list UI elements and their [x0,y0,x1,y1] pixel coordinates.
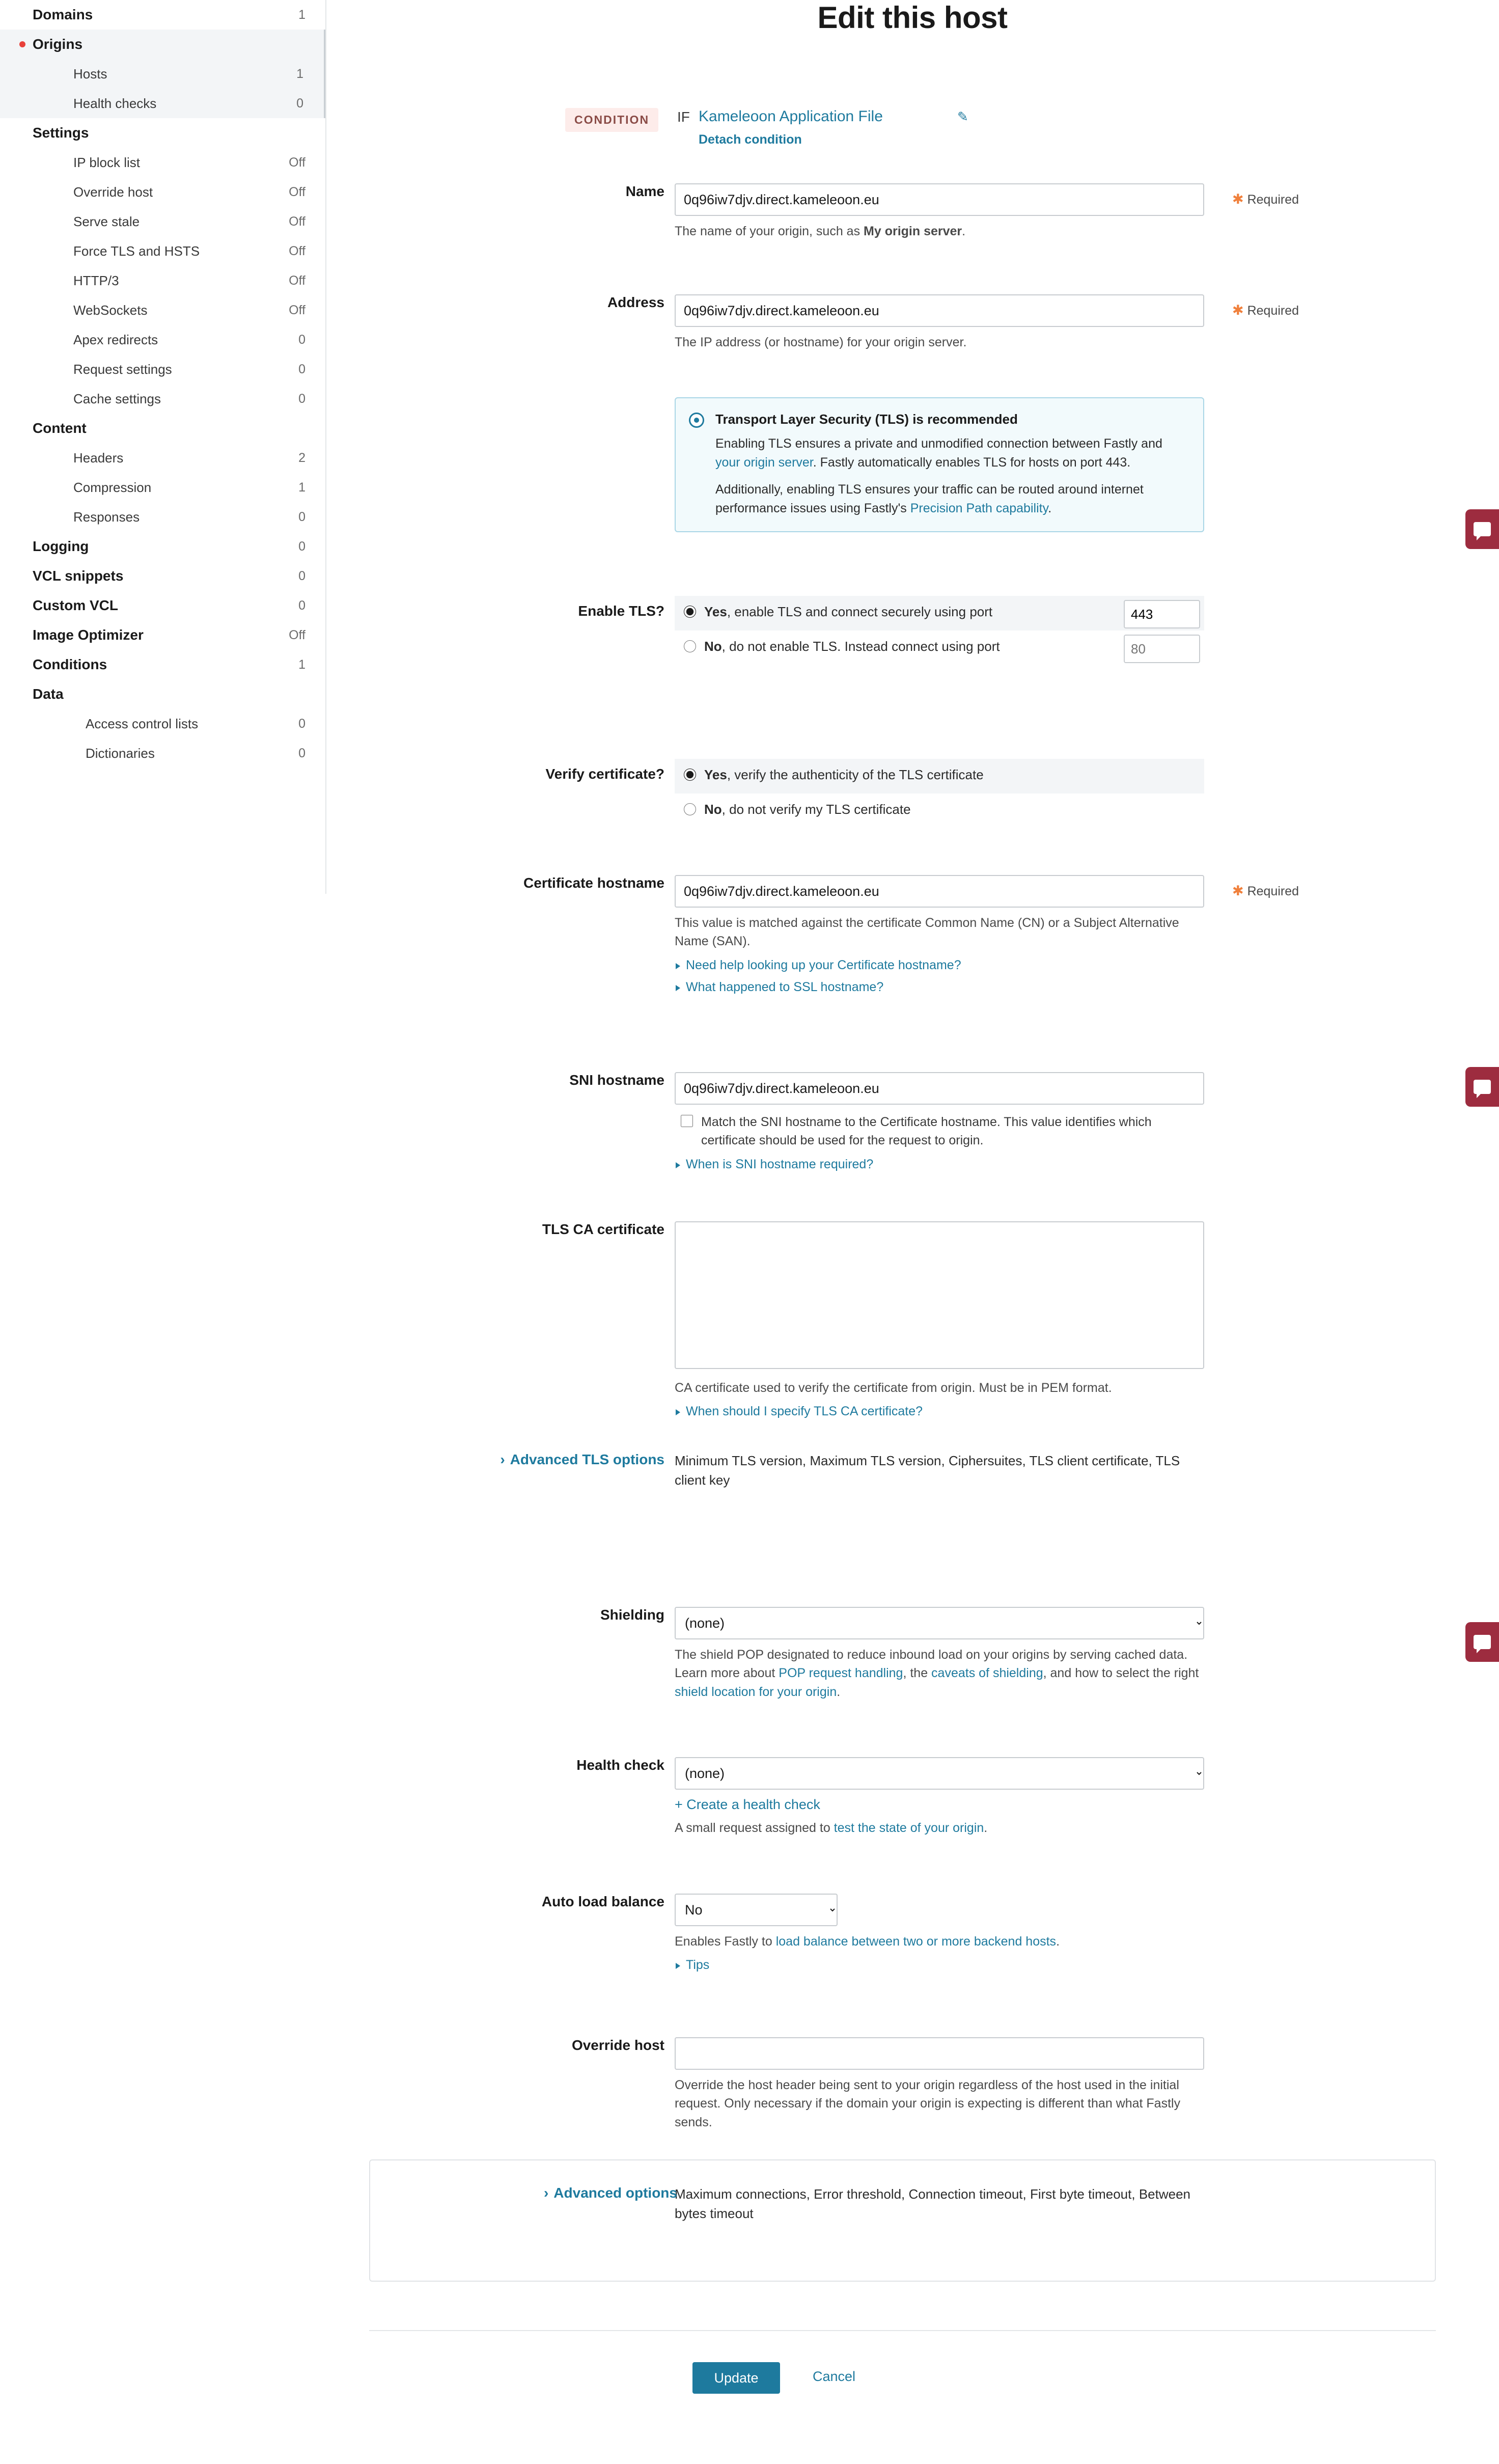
auto-load-balance-row [0,1894,1499,1973]
advanced-options-toggle[interactable]: › Advanced options [543,2185,677,2201]
feedback-icon [1474,1080,1491,1094]
sni-match-checkbox[interactable] [681,1115,693,1127]
name-help: The name of your origin, such as My origin server. [675,224,966,238]
sidebar-item-value: 0 [298,746,306,760]
verify-certificate-label: Verify certificate? [545,766,664,782]
sidebar-item-label: Responses [73,509,140,525]
address-row [0,294,1499,351]
cancel-button[interactable]: Cancel [810,2368,858,2385]
feedback-tab-2[interactable] [1465,1067,1499,1107]
sidebar-item-label: Image Optimizer [33,627,144,643]
shielding-row [0,1607,1499,1701]
sidebar-item-label: VCL snippets [33,568,124,584]
sidebar-item-label: Dictionaries [86,745,155,761]
shielding-label: Shielding [600,1607,664,1623]
create-health-check-link[interactable]: + Create a health check [675,1797,820,1812]
sni-match-checkbox-row[interactable] [675,1113,1204,1150]
name-input[interactable] [675,183,1204,216]
sidebar-item-label: Health checks [73,95,157,111]
tls-callout-title: Transport Layer Security (TLS) is recommended [715,412,1018,427]
auto-load-balance-help: Enables Fastly to load balance between two or more backend hosts. [675,1934,1060,1949]
sidebar-item-label: Cache settings [73,391,161,406]
shielding-select[interactable] [675,1607,1204,1639]
advanced-tls-options-desc: Minimum TLS version, Maximum TLS version, Ciphersuites, TLS client certificate, TLS client key [675,1453,1180,1488]
sidebar-item-domains[interactable] [0,0,326,30]
enable-tls-no-label: No, do not enable TLS. Instead connect using port [704,639,1000,654]
sidebar-item-label: Domains [33,7,93,22]
sidebar-item-request-settings[interactable] [0,354,326,384]
certificate-hostname-required-note: ✱ Required [1232,883,1299,898]
sni-hostname-input[interactable] [675,1072,1204,1105]
shielding-help: The shield POP designated to reduce inbound load on your origins by serving cached data. Learn more about POP request handling, the caveats of shielding, and how to select the right shield location for your origin. [675,1648,1199,1699]
override-host-label: Override host [571,2037,664,2053]
feedback-icon [1474,1635,1491,1649]
sidebar-item-label: Hosts [73,66,107,81]
sidebar-item-label: HTTP/3 [73,272,119,288]
sidebar-item-label: Access control lists [86,716,199,731]
pop-request-handling-link[interactable]: POP request handling [779,1666,903,1681]
auto-load-balance-select[interactable] [675,1894,838,1926]
enable-tls-yes-radio[interactable] [684,606,696,618]
sni-hostname-label: SNI hostname [569,1072,664,1088]
sidebar-item-value: 0 [298,539,306,554]
shield-location-link[interactable]: shield location for your origin [675,1684,837,1699]
address-help: The IP address (or hostname) for your origin server. [675,335,967,349]
advanced-options-desc: Maximum connections, Error threshold, Connection timeout, First byte timeout, Between bytes timeout [675,2186,1190,2221]
precision-path-link[interactable]: Precision Path capability [910,501,1048,515]
sidebar-item-value: 0 [298,509,306,524]
name-row [0,183,1499,240]
sidebar-item-value: Off [289,184,306,199]
enable-tls-label: Enable TLS? [578,603,664,619]
verify-cert-no-option[interactable] [675,793,1204,828]
address-input[interactable] [675,294,1204,327]
sidebar-item-value: 0 [298,716,306,731]
sidebar-item-label: Headers [73,450,124,466]
condition-if-label: IF [677,109,690,125]
tls-ca-help: CA certificate used to verify the certificate from origin. Must be in PEM format. [675,1381,1112,1395]
health-check-row [0,1757,1499,1837]
sidebar-item-label: Override host [73,184,153,200]
required-star-icon: ✱ [1232,191,1244,207]
sidebar-item-force-tls-and-hsts[interactable] [0,236,326,266]
tls-ca-certificate-textarea[interactable] [675,1221,1204,1369]
certificate-hostname-row [0,875,1499,995]
update-button[interactable]: Update [692,2362,780,2394]
sni-help-link-1[interactable]: When is SNI hostname required? [675,1157,1204,1172]
main-content [326,0,1499,35]
sidebar-item-label: Settings [33,125,89,141]
info-circle-icon [689,413,704,428]
tls-port-input[interactable] [1124,600,1200,628]
sidebar-item-label: Request settings [73,361,172,377]
advanced-tls-options-toggle[interactable]: › Advanced TLS options [500,1452,664,1467]
address-required-note: ✱ Required [1232,303,1299,318]
sidebar-item-label: Conditions [33,656,107,672]
sidebar-item-value: 0 [298,332,306,347]
advanced-options-row [0,2185,1499,2223]
tls-ca-certificate-row [0,1221,1499,1419]
verify-cert-yes-option[interactable] [675,759,1204,793]
sidebar-item-value: Off [289,243,306,258]
sidebar-item-value: 1 [296,66,303,81]
feedback-tab-1[interactable] [1465,509,1499,549]
address-label: Address [607,294,664,310]
sidebar-item-hosts[interactable] [0,59,326,89]
sidebar-item-label: WebSockets [73,302,148,318]
override-host-help: Override the host header being sent to your origin regardless of the host used in the initial request. Only necessary if the domain your origin is expecting is different than what Fastly sends. [675,2078,1181,2129]
certificate-hostname-help: This value is matched against the certificate Common Name (CN) or a Subject Alternative Name (SAN). [675,916,1179,949]
verify-cert-no-label: No, do not verify my TLS certificate [704,802,911,817]
caveats-of-shielding-link[interactable]: caveats of shielding [931,1666,1043,1681]
sidebar-item-value: Off [289,627,306,642]
sni-match-label: Match the SNI hostname to the Certificate hostname. This value identifies which certificate should be used for the request to origin. [701,1115,1152,1148]
certificate-hostname-label: Certificate hostname [523,875,664,891]
required-star-icon: ✱ [1232,883,1244,898]
feedback-tab-3[interactable] [1465,1622,1499,1662]
sidebar-item-value: Off [289,273,306,288]
sidebar-item-http3[interactable] [0,266,326,295]
active-dot-icon [19,41,25,47]
health-check-help: A small request assigned to test the state of your origin. [675,1821,988,1835]
override-host-row [0,2037,1499,2131]
certificate-hostname-input[interactable] [675,875,1204,908]
sidebar-item-label: Serve stale [73,213,140,229]
non-tls-port-input[interactable] [1124,635,1200,663]
sidebar-item-value: 1 [298,480,306,495]
sidebar-item-label: Apex redirects [73,332,158,347]
chevron-right-icon: › [543,2185,549,2201]
name-label: Name [625,183,664,199]
advanced-tls-options-row [0,1452,1499,1490]
sidebar-item-value: 0 [298,362,306,376]
sidebar-item-label: Compression [73,479,152,495]
tls-callout-row [0,397,1499,532]
sidebar-item-value: 0 [298,598,306,613]
sidebar-group-data [0,679,326,709]
verify-cert-yes-radio[interactable] [684,769,696,781]
verify-cert-yes-label: Yes, verify the authenticity of the TLS certificate [704,767,984,782]
enable-tls-yes-label: Yes, enable TLS and connect securely using port [704,604,993,619]
sidebar-item-value: 2 [298,450,306,465]
test-origin-state-link[interactable]: test the state of your origin [834,1821,984,1835]
sidebar-item-label: Origins [33,36,83,52]
origin-server-link[interactable]: your origin server [715,455,813,470]
required-star-icon: ✱ [1232,303,1244,318]
pencil-icon[interactable]: ✎ [957,109,968,124]
page-title: Edit this host [817,1,1008,35]
auto-load-balance-label: Auto load balance [541,1894,664,1909]
condition-row [0,104,1499,165]
chevron-right-icon: › [500,1452,505,1467]
enable-tls-no-option[interactable] [675,631,1204,665]
verify-certificate-row [0,759,1499,828]
footer-divider [369,2330,1436,2331]
cert-hostname-help-link-2[interactable]: What happened to SSL hostname? [675,980,1204,995]
health-check-label: Health check [576,1757,664,1773]
enable-tls-row [0,596,1499,665]
sidebar-item-vcl-snippets[interactable] [0,561,326,591]
sidebar-item-value: 0 [298,568,306,583]
tls-ca-certificate-label: TLS CA certificate [542,1221,664,1237]
auto-load-balance-tips-toggle[interactable]: Tips [675,1958,1204,1973]
sidebar-item-value: 1 [298,657,306,672]
sidebar-item-value: Off [289,155,306,170]
feedback-icon [1474,522,1491,536]
enable-tls-yes-option[interactable] [675,596,1204,631]
sidebar-item-label: Force TLS and HSTS [73,243,200,259]
sni-hostname-row [0,1072,1499,1172]
override-host-input[interactable] [675,2037,1204,2070]
sidebar-item-value: Off [289,303,306,317]
load-balance-link[interactable]: load balance between two or more backend hosts [775,1934,1057,1949]
sidebar-item-label: Custom VCL [33,597,118,613]
name-required-note: ✱ Required [1232,191,1299,207]
condition-badge: CONDITION [565,108,658,132]
cert-hostname-help-link-1[interactable]: Need help looking up your Certificate hostname? [675,958,1204,973]
detach-condition-link[interactable]: Detach condition [699,132,802,147]
sidebar-item-value: Off [289,214,306,229]
sidebar-item-access-control-lists[interactable] [0,709,326,738]
tls-callout-paragraph-1: Enabling TLS ensures a private and unmodified connection between Fastly and your origin server. Fastly automatically enables TLS for hosts on port 443. [715,436,1162,470]
sidebar-item-value: 1 [298,7,306,22]
sidebar-item-logging[interactable] [0,532,326,561]
enable-tls-no-radio[interactable] [684,640,696,652]
sidebar-item-value: 0 [298,391,306,406]
sidebar-item-label: Content [33,420,87,436]
tls-ca-help-link-1[interactable]: When should I specify TLS CA certificate? [675,1404,1204,1419]
sidebar-item-origins[interactable] [0,30,326,59]
tls-recommendation-callout [675,397,1204,532]
sidebar-item-value: 0 [296,96,303,111]
sidebar-item-label: IP block list [73,154,141,170]
sidebar-item-label: Data [33,686,64,702]
verify-cert-no-radio[interactable] [684,803,696,815]
sidebar-item-label: Logging [33,538,89,554]
condition-name-link[interactable]: Kameleoon Application File [699,108,883,125]
tls-callout-paragraph-2: Additionally, enabling TLS ensures your traffic can be routed around internet performance issues using Fastly's Precision Path capability. [715,482,1144,515]
health-check-select[interactable] [675,1757,1204,1790]
